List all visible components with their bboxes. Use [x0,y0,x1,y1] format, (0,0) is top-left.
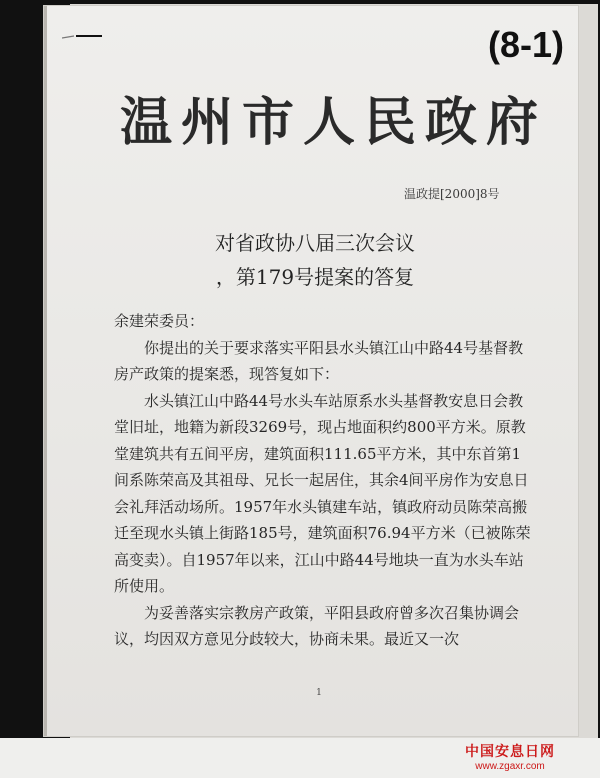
watermark [430,742,590,776]
staple-mark-icon [62,33,102,41]
paper-edge [44,6,47,736]
document-body [114,308,534,653]
watermark-name: 中国安息日网 [465,743,555,759]
reply-title [150,226,480,294]
body-paragraph: 为妥善落实宗教房产政策，平阳县政府曾多次召集协调会议，均因双方意见分歧较大，协商未果。最近又一次 [114,603,520,648]
body-paragraph: 你提出的关于要求落实平阳县水头镇江山中路44号基督教房产政策的提案悉，现答复如下： [114,338,524,383]
page-number: 1 [316,688,322,698]
organization-title: 温州市人民政府 [120,92,548,153]
page-label: (8-1) [487,24,564,65]
watermark-url: www.zgaxr.com [475,761,545,772]
reply-title-line-1: 对省政协八届三次会议 [215,231,415,255]
reply-title-line-2: ，第179号提案的答复 [215,265,415,289]
document-number: 温政提[2000]8号 [404,187,500,201]
salutation: 余建荣委员： [114,312,205,330]
body-paragraph: 水头镇江山中路44号水头车站原系水头基督教安息日会教堂旧址，地籍为新段3269号，现占地面积约800平方米。原教堂建筑共有五间平房，建筑面积111.65平方米，其中东首第1间系陈荣高及其祖母、兄长一起居住，其余4间平房作为安息日会礼拜活动场所。1957年水头镇建车站，镇政府动员陈荣高搬迁至现水头镇上街路185号，建筑面积76.94平方米（已被陈荣高变卖）。自1957年以来，江山中路44号地块一直为水头车站所使用。 [114,391,531,595]
